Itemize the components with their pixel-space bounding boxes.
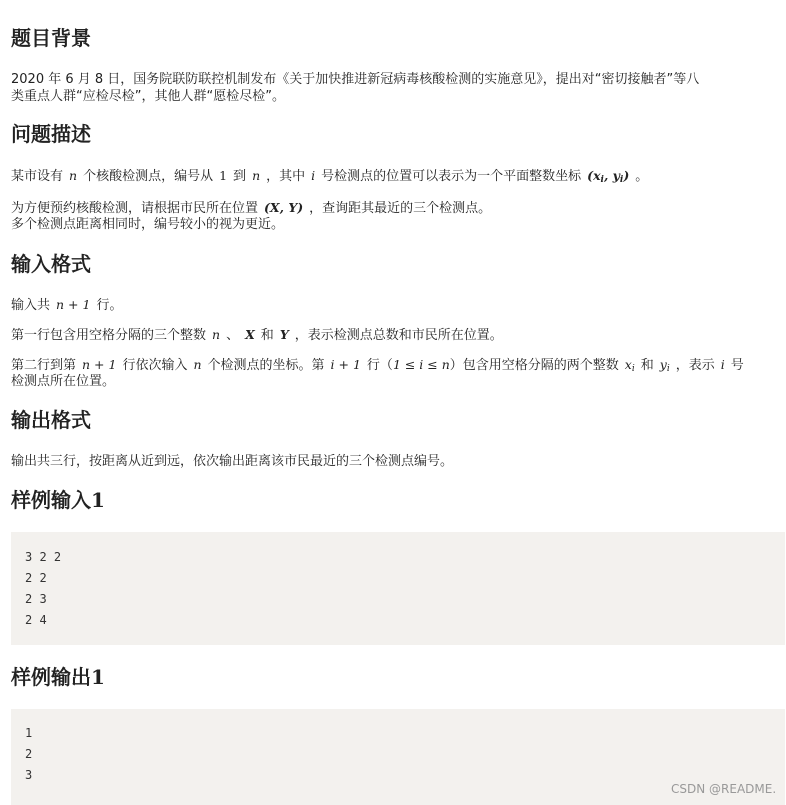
text-segment: 第一行包含用空格分隔的三个整数 — [11, 328, 207, 343]
math-n: n — [193, 357, 202, 372]
text-segment: 第二行到第 — [11, 358, 77, 373]
description-paragraph-1 — [11, 167, 783, 189]
csdn-watermark: CSDN @README. — [671, 782, 777, 796]
code-line: 1 — [25, 726, 33, 740]
sample-output-code-block — [11, 709, 785, 805]
text-segment: 和 — [260, 328, 274, 343]
text-segment: 为方便预约核酸检测，请根据市民所在位置 — [11, 201, 259, 216]
output-text: 输出共三行，按距离从近到远，依次输出距离该市民最近的三个检测点编号。 — [11, 454, 454, 469]
text-segment: ，其中 — [266, 169, 306, 184]
code-line: 2 — [25, 747, 33, 761]
math-range: 1 ≤ i ≤ n — [392, 357, 450, 372]
text-segment: 行依次输入 — [122, 358, 188, 373]
math-sub: i — [666, 364, 670, 374]
section-title-sample-input: 样例输入1 — [11, 488, 105, 512]
math-position: (X, Y) — [264, 200, 304, 215]
text-segment: ，查询距其最近的三个检测点。 — [309, 201, 492, 216]
math-n: n — [212, 327, 221, 342]
code-line: 3 — [25, 768, 33, 782]
text-segment: ）包含用空格分隔的两个整数 — [449, 358, 619, 373]
text-segment: 号 — [730, 358, 744, 373]
math-i: i — [311, 168, 316, 183]
math-x-i — [625, 357, 635, 372]
input-paragraph-2 — [11, 326, 783, 344]
math-part: (x — [587, 168, 601, 183]
math-i-plus-1: i + 1 — [330, 357, 361, 372]
math-sub: i — [619, 175, 624, 185]
text-segment: 。 — [635, 169, 649, 184]
sample-input-code-block — [11, 532, 785, 645]
description-paragraph-2 — [11, 199, 783, 217]
section-title-description: 问题描述 — [11, 122, 91, 146]
input-paragraph-1 — [11, 296, 783, 314]
code-line: 3 2 2 — [25, 550, 62, 564]
description-paragraph-3: 多个检测点距离相同时，编号较小的视为更近。 — [11, 217, 285, 232]
code-line: 2 3 — [25, 592, 47, 606]
text-segment: ，表示 — [675, 358, 715, 373]
text-segment: 到 — [233, 169, 247, 184]
text-segment: 个检测点的坐标。第 — [207, 358, 325, 373]
math-n-plus-1: n + 1 — [82, 357, 117, 372]
math-n-plus-1: n + 1 — [56, 297, 91, 312]
math-part: y — [659, 357, 667, 372]
text-segment: 、 — [226, 328, 240, 343]
text-segment: 某市设有 — [11, 169, 64, 184]
background-text-line1: 2020 年 6 月 8 日，国务院联防联控机制发布《关于加快推进新冠病毒核酸检测的实施意见》，提出对“密切接触者”等八 — [11, 72, 700, 87]
input-paragraph-3-line2: 检测点所在位置。 — [11, 374, 116, 389]
code-line: 2 2 — [25, 571, 47, 585]
math-n: n — [252, 168, 261, 183]
section-title-sample-output: 样例输出1 — [11, 665, 105, 689]
section-title-input: 输入格式 — [11, 252, 91, 276]
section-title-output: 输出格式 — [11, 408, 91, 432]
math-part: , y — [603, 168, 620, 183]
background-text-line2: 类重点人群“应检尽检”，其他人群“愿检尽检”。 — [11, 89, 285, 104]
math-i: i — [720, 357, 725, 372]
math-sub: i — [631, 364, 635, 374]
math-part: ) — [623, 168, 630, 183]
math-y-i — [660, 357, 670, 372]
text-segment: 号检测点的位置可以表示为一个平面整数坐标 — [321, 169, 582, 184]
text-segment: 行（ — [366, 358, 393, 373]
text-segment: 和 — [640, 358, 654, 373]
math-n: n — [69, 168, 78, 183]
math-part: x — [624, 357, 632, 372]
math-Y: Y — [279, 327, 289, 342]
math-one: 1 — [219, 168, 228, 183]
section-title-background: 题目背景 — [11, 26, 91, 50]
math-sub: i — [600, 175, 604, 185]
math-coordinate — [587, 168, 629, 183]
text-segment: 行。 — [96, 298, 123, 313]
code-line: 2 4 — [25, 613, 47, 627]
text-segment: 输入共 — [11, 298, 51, 313]
math-X: X — [245, 327, 255, 342]
text-segment: ，表示检测点总数和市民所在位置。 — [294, 328, 503, 343]
text-segment: 个核酸检测点，编号从 — [83, 169, 214, 184]
